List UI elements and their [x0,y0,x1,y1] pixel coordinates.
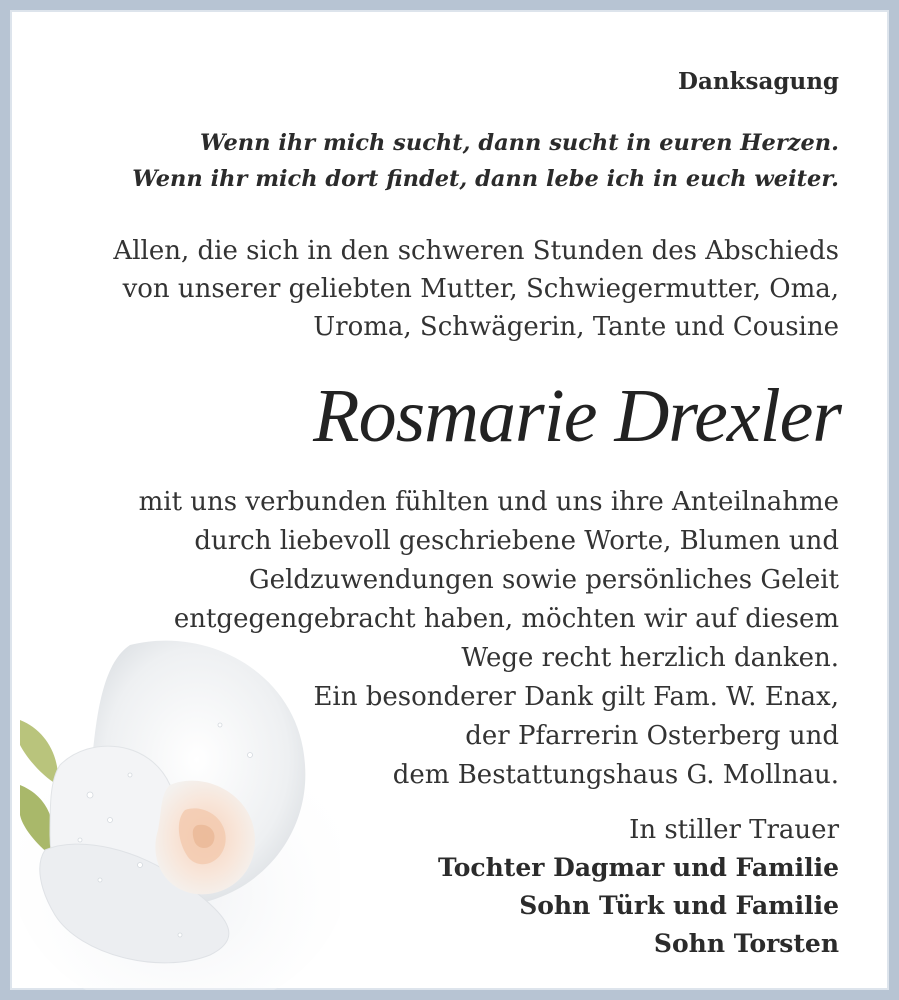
thanks-line: Ein besonderer Dank gilt Fam. W. Enax, [313,682,839,712]
thanks-line: Geldzuwendungen sowie persönliches Geleit [248,565,839,595]
thanks-line: der Pfarrerin Osterberg und [465,721,839,751]
thanks-line: dem Bestattungshaus G. Mollnau. [392,760,839,790]
thanks-line: mit uns verbunden fühlten und uns ihre Anteilnahme [138,487,839,517]
motto-line: Wenn ihr mich sucht, dann sucht in euren Herzen. [200,130,839,156]
family-member: Sohn Torsten [653,929,839,958]
family-member: Sohn Türk und Familie [519,891,839,920]
closing-phrase: In stiller Trauer [629,815,839,845]
notice-title: Danksagung [678,68,839,95]
thanks-line: entgegengebracht haben, möchten wir auf diesem [173,604,839,634]
signature-block [438,811,839,963]
deceased-name: Rosmarie Drexler [313,374,841,458]
intro-line: Uroma, Schwägerin, Tante und Cousine [313,312,839,342]
intro-line: Allen, die sich in den schweren Stunden des Abschieds [113,236,839,266]
motto-line: Wenn ihr mich dort findet, dann lebe ich in euch weiter. [132,166,839,192]
thanks-line: Wege recht herzlich danken. [461,643,839,673]
notice-content [40,10,839,990]
family-member: Tochter Dagmar und Familie [438,853,839,882]
motto-quote [132,125,839,197]
thanks-line: durch liebevoll geschriebene Worte, Blumen und [194,526,839,556]
thanks-text [139,483,839,795]
intro-text [113,232,839,346]
intro-line: von unserer geliebten Mutter, Schwiegermutter, Oma, [122,274,839,304]
